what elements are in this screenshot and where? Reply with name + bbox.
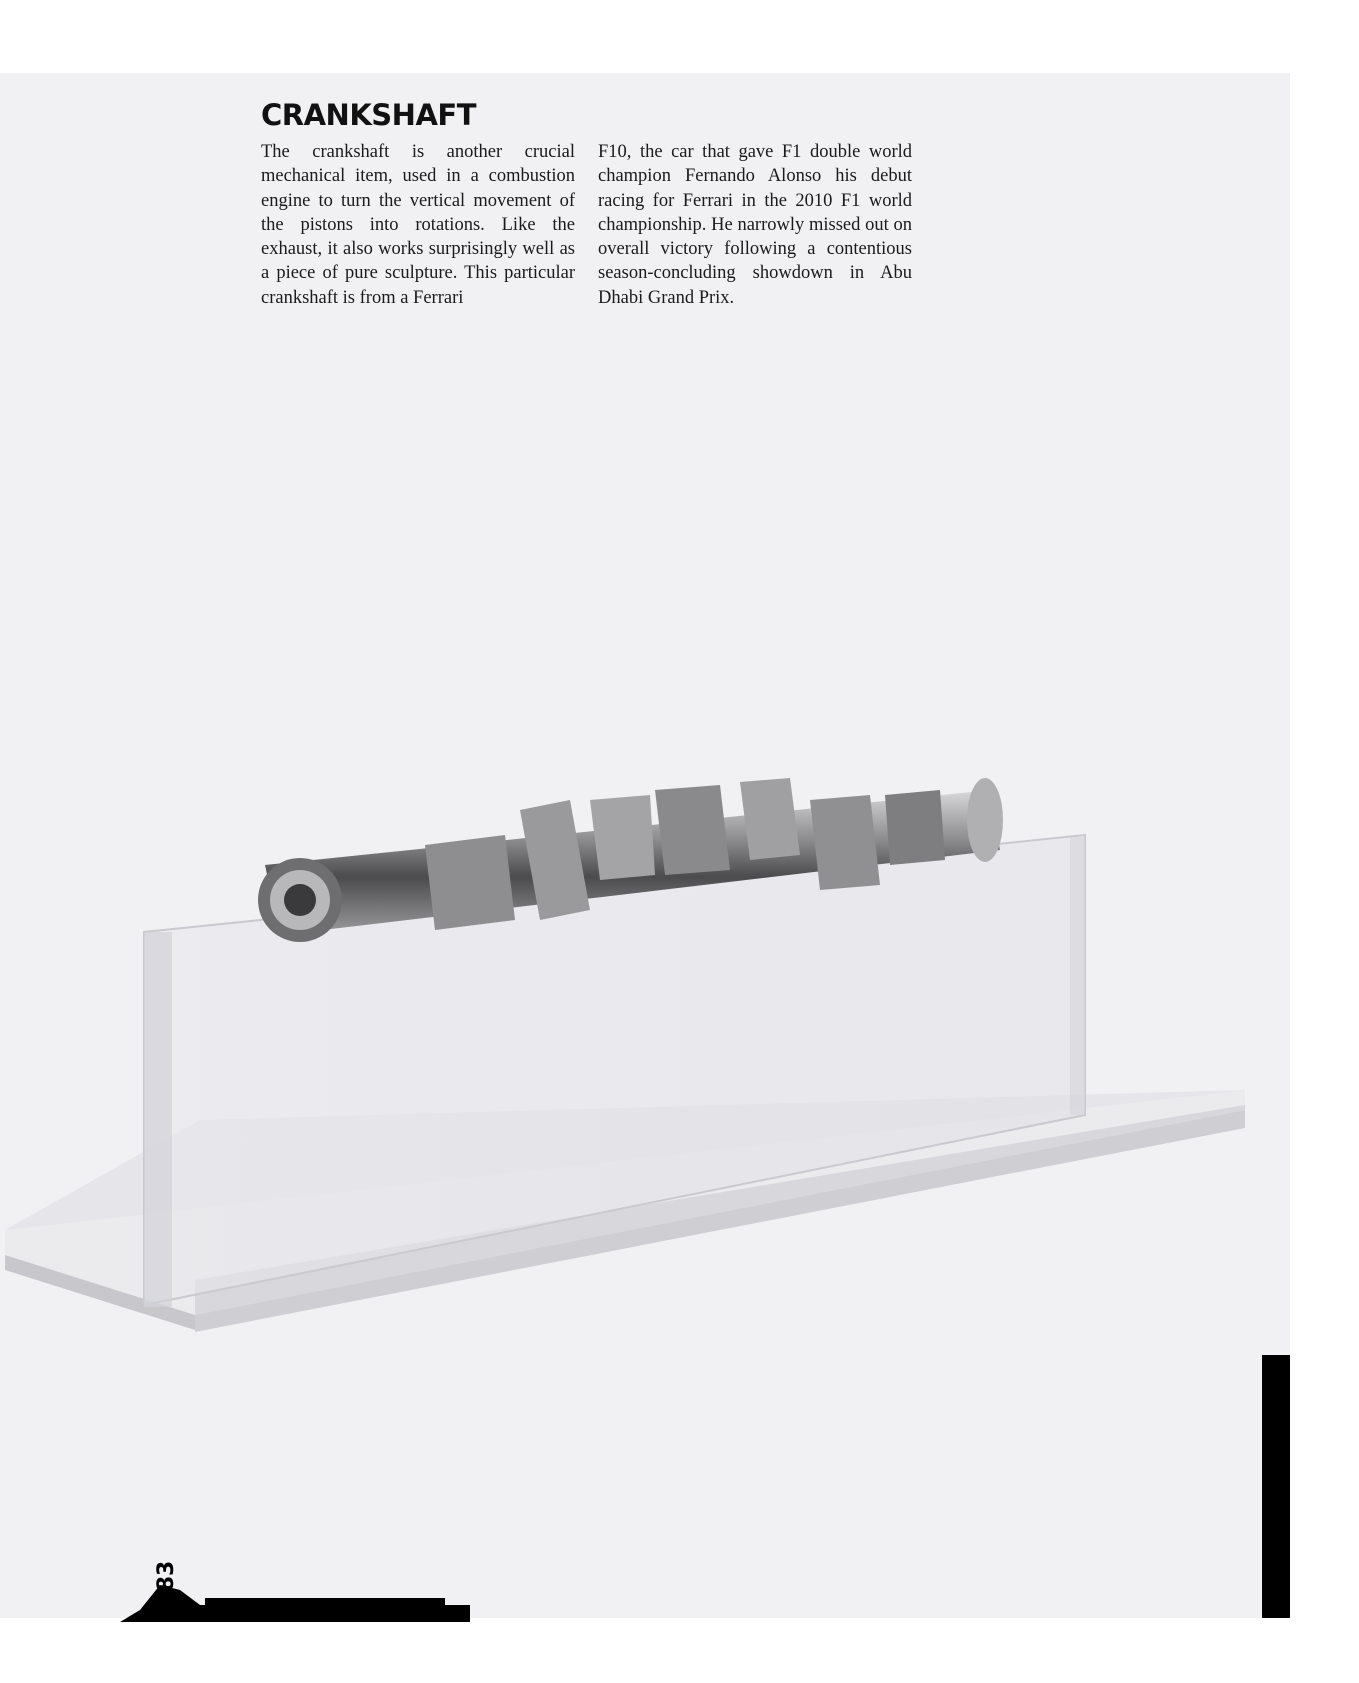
running-head-band bbox=[1262, 1355, 1290, 1618]
body-column-2: F10, the car that gave F1 double world champion Fernando Alonso his debut racing for Ferrari in the 2010 F1 world championship. He narrowly missed out on overall victory following a contentious season-concluding showdown in Abu Dhabi Grand Prix. bbox=[598, 142, 912, 308]
page-number: 83 bbox=[154, 1560, 179, 1592]
crankshaft-photo bbox=[0, 760, 1290, 1400]
article-title: CRANKSHAFT bbox=[261, 98, 476, 132]
body-column-1: The crankshaft is another crucial mechanical item, used in a combustion engine to turn the vertical movement of the pistons into rotations. Like the exhaust, it also works surprisingly well as a piece of pure sculpture. This particular crankshaft is from a Ferrari bbox=[261, 142, 575, 308]
